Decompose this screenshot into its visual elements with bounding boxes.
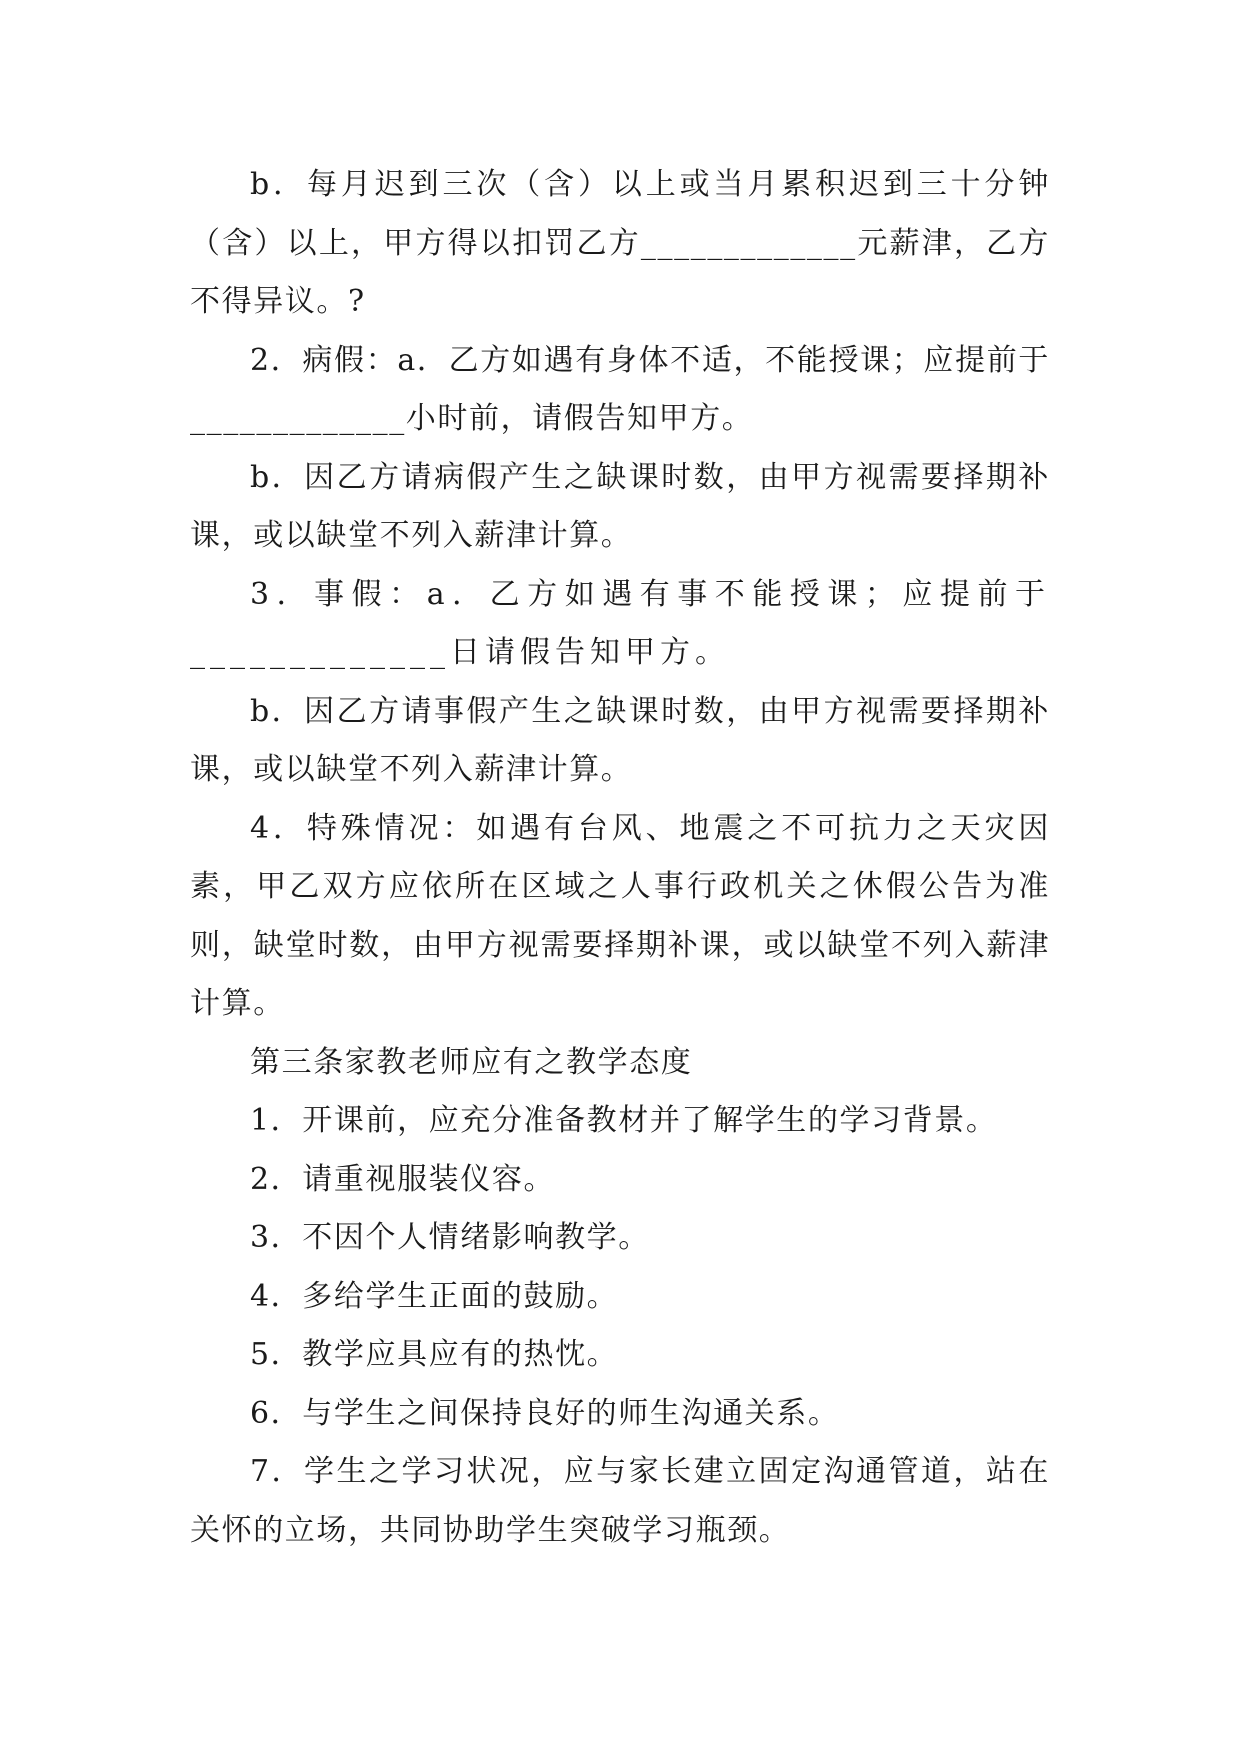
list-item-appearance: 2．请重视服装仪容。 bbox=[250, 1161, 556, 1197]
list-item-enthusiasm: 5．教学应具应有的热忱。 bbox=[250, 1337, 619, 1372]
paragraph-personal-leave-makeup: b．因乙方请事假产生之缺课时数，由甲方视需要择期补课，或以缺堂不列入薪津计算。 bbox=[190, 693, 1050, 787]
paragraph-late-penalty: b．每月迟到三次（含）以上或当月累积迟到三十分钟（含）以上，甲方得以扣罚乙方_____________元薪津，乙方不得异议。? bbox=[190, 167, 1050, 319]
paragraph-personal-leave: 3．事假：a．乙方如遇有事不能授课；应提前于_____________日请假告知甲方。 bbox=[190, 576, 1050, 670]
list-item-communication: 6．与学生之间保持良好的师生沟通关系。 bbox=[250, 1395, 840, 1431]
list-item-encouragement: 4．多给学生正面的鼓励。 bbox=[250, 1278, 619, 1314]
paragraph-sick-leave-makeup: b．因乙方请病假产生之缺课时数，由甲方视需要择期补课，或以缺堂不列入薪津计算。 bbox=[190, 459, 1050, 553]
list-item-emotions: 3．不因个人情绪影响教学。 bbox=[250, 1220, 650, 1255]
list-item-prepare-materials: 1．开课前，应充分准备教材并了解学生的学习背景。 bbox=[250, 1103, 998, 1138]
paragraph-special-circumstances: 4．特殊情况：如遇有台风、地震之不可抗力之天灾因素，甲乙双方应依所在区域之人事行政机关之休假公告为准则，缺堂时数，由甲方视需要择期补课，或以缺堂不列入薪津计算。 bbox=[190, 810, 1050, 1021]
document-body bbox=[190, 156, 1050, 1560]
paragraph-sick-leave: 2．病假：a．乙方如遇有身体不适，不能授课；应提前于_____________小时前，请假告知甲方。 bbox=[190, 342, 1050, 436]
list-item-parent-channel: 7．学生之学习状况，应与家长建立固定沟通管道，站在关怀的立场，共同协助学生突破学习瓶颈。 bbox=[190, 1454, 1050, 1548]
section-heading-article-three: 第三条家教老师应有之教学态度 bbox=[250, 1044, 693, 1080]
